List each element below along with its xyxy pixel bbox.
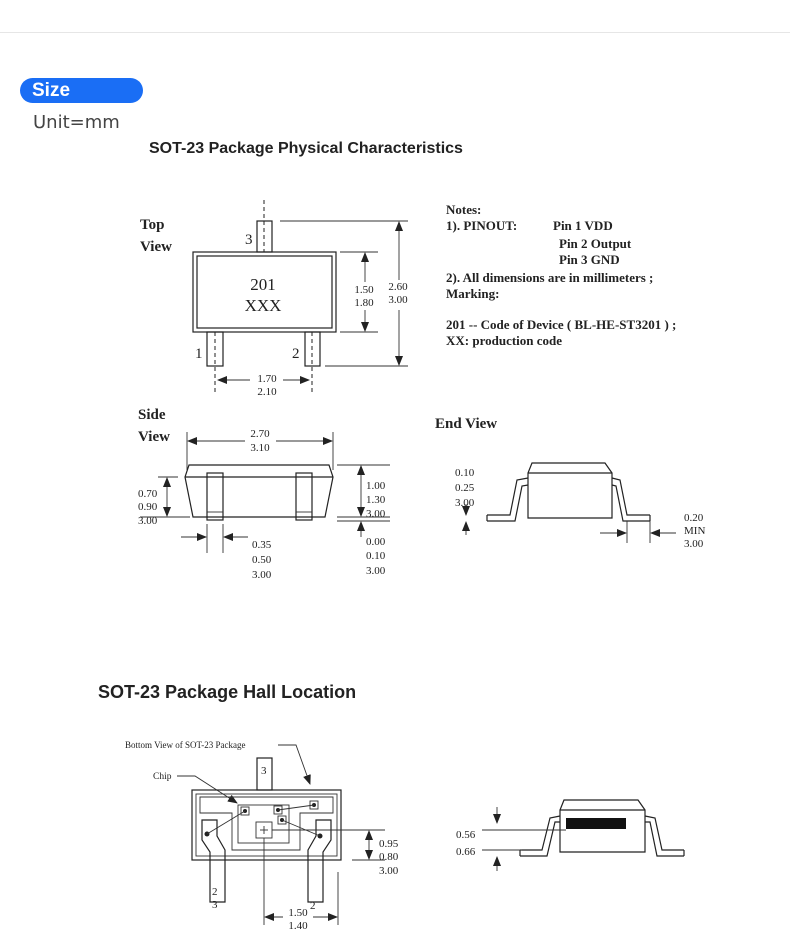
hall-end-view [456, 800, 684, 871]
dim-h-2: 1.40 [288, 920, 308, 932]
side-view-label-1: Side [138, 407, 166, 423]
dim-total-h-2: 3.00 [388, 294, 408, 306]
dim-foot-3: 3.00 [684, 538, 704, 550]
dim-pin-1: 0.35 [252, 539, 272, 551]
dim-width-2: 2.10 [257, 386, 277, 398]
notes-marking: Marking: [446, 286, 500, 301]
dim-depth-1: 0.56 [456, 829, 476, 841]
size-badge: Size [20, 78, 143, 103]
hall-sensor-mark [566, 818, 626, 829]
dim-width-1: 1.70 [257, 373, 277, 385]
notes-pin2: Pin 2 Output [559, 236, 632, 251]
notes-dimensions: 2). All dimensions are in millimeters ; [446, 270, 654, 285]
top-view-label-2: View [140, 239, 172, 255]
marking-code: 201 [250, 275, 276, 294]
dim-left-2: 0.90 [138, 501, 158, 513]
notes-xx: XX: production code [446, 333, 563, 348]
pin2-label: 2 [292, 346, 300, 362]
notes-pin1: Pin 1 VDD [553, 218, 613, 233]
dim-length-1: 2.70 [250, 428, 270, 440]
dim-lead-1: 0.10 [455, 467, 475, 479]
dim-right-1: 1.00 [366, 480, 386, 492]
dim-foot-1: 0.20 [684, 512, 704, 524]
dim-right-2: 1.30 [366, 494, 386, 506]
side-view [138, 407, 390, 581]
end-view [435, 416, 705, 550]
notes-pin3: Pin 3 GND [559, 252, 620, 267]
notes-title: Notes: [446, 202, 482, 217]
notes-code: 201 -- Code of Device ( BL-HE-ST3201 ) ; [446, 317, 677, 332]
hall-pin-right: 2 [310, 900, 316, 912]
hall-bottom-view [125, 740, 399, 932]
dim-left-1: 0.70 [138, 488, 158, 500]
hall-pin3-label: 3 [261, 765, 267, 777]
dim-left-3: 3.00 [138, 515, 158, 527]
dim-body-h-1: 1.50 [354, 284, 374, 296]
dim-standoff-3: 3.00 [366, 565, 386, 577]
section2-title: SOT-23 Package Hall Location [98, 682, 357, 702]
top-view [140, 200, 408, 398]
dim-depth-2: 0.66 [456, 846, 476, 858]
end-view-label: End View [435, 416, 498, 432]
dim-length-2: 3.10 [250, 442, 270, 454]
hall-pin-left-1: 2 [212, 886, 218, 898]
marking-xxx: XXX [244, 296, 282, 315]
dim-lead-2: 0.25 [455, 482, 475, 494]
dim-v-1: 0.95 [379, 838, 399, 850]
dim-pin-3: 3.00 [252, 569, 272, 581]
bottom-view-label: Bottom View of SOT-23 Package [125, 740, 246, 750]
chip-label: Chip [153, 772, 172, 782]
dim-standoff-2: 0.10 [366, 550, 386, 562]
notes [446, 202, 676, 348]
section1-title: SOT-23 Package Physical Characteristics [149, 140, 463, 157]
top-view-label-1: Top [140, 217, 165, 233]
notes-pinout: 1). PINOUT: [446, 218, 518, 233]
hall-pin-left-2: 3 [212, 899, 218, 911]
dim-right-3: 3.00 [366, 508, 386, 520]
dim-body-h-2: 1.80 [354, 297, 374, 309]
dim-standoff-1: 0.00 [366, 536, 386, 548]
dim-v-3: 3.00 [379, 865, 399, 877]
pin1-label: 1 [195, 346, 203, 362]
dim-foot-2: MIN [684, 525, 706, 537]
dim-v-2: 0.80 [379, 851, 399, 863]
dim-h-1: 1.50 [288, 907, 308, 919]
pin3-label: 3 [245, 232, 253, 248]
unit-label: Unit=mm [33, 112, 120, 133]
dim-lead-3: 3.00 [455, 497, 475, 509]
dim-pin-2: 0.50 [252, 554, 272, 566]
dim-total-h-1: 2.60 [388, 281, 408, 293]
side-view-label-2: View [138, 429, 170, 445]
